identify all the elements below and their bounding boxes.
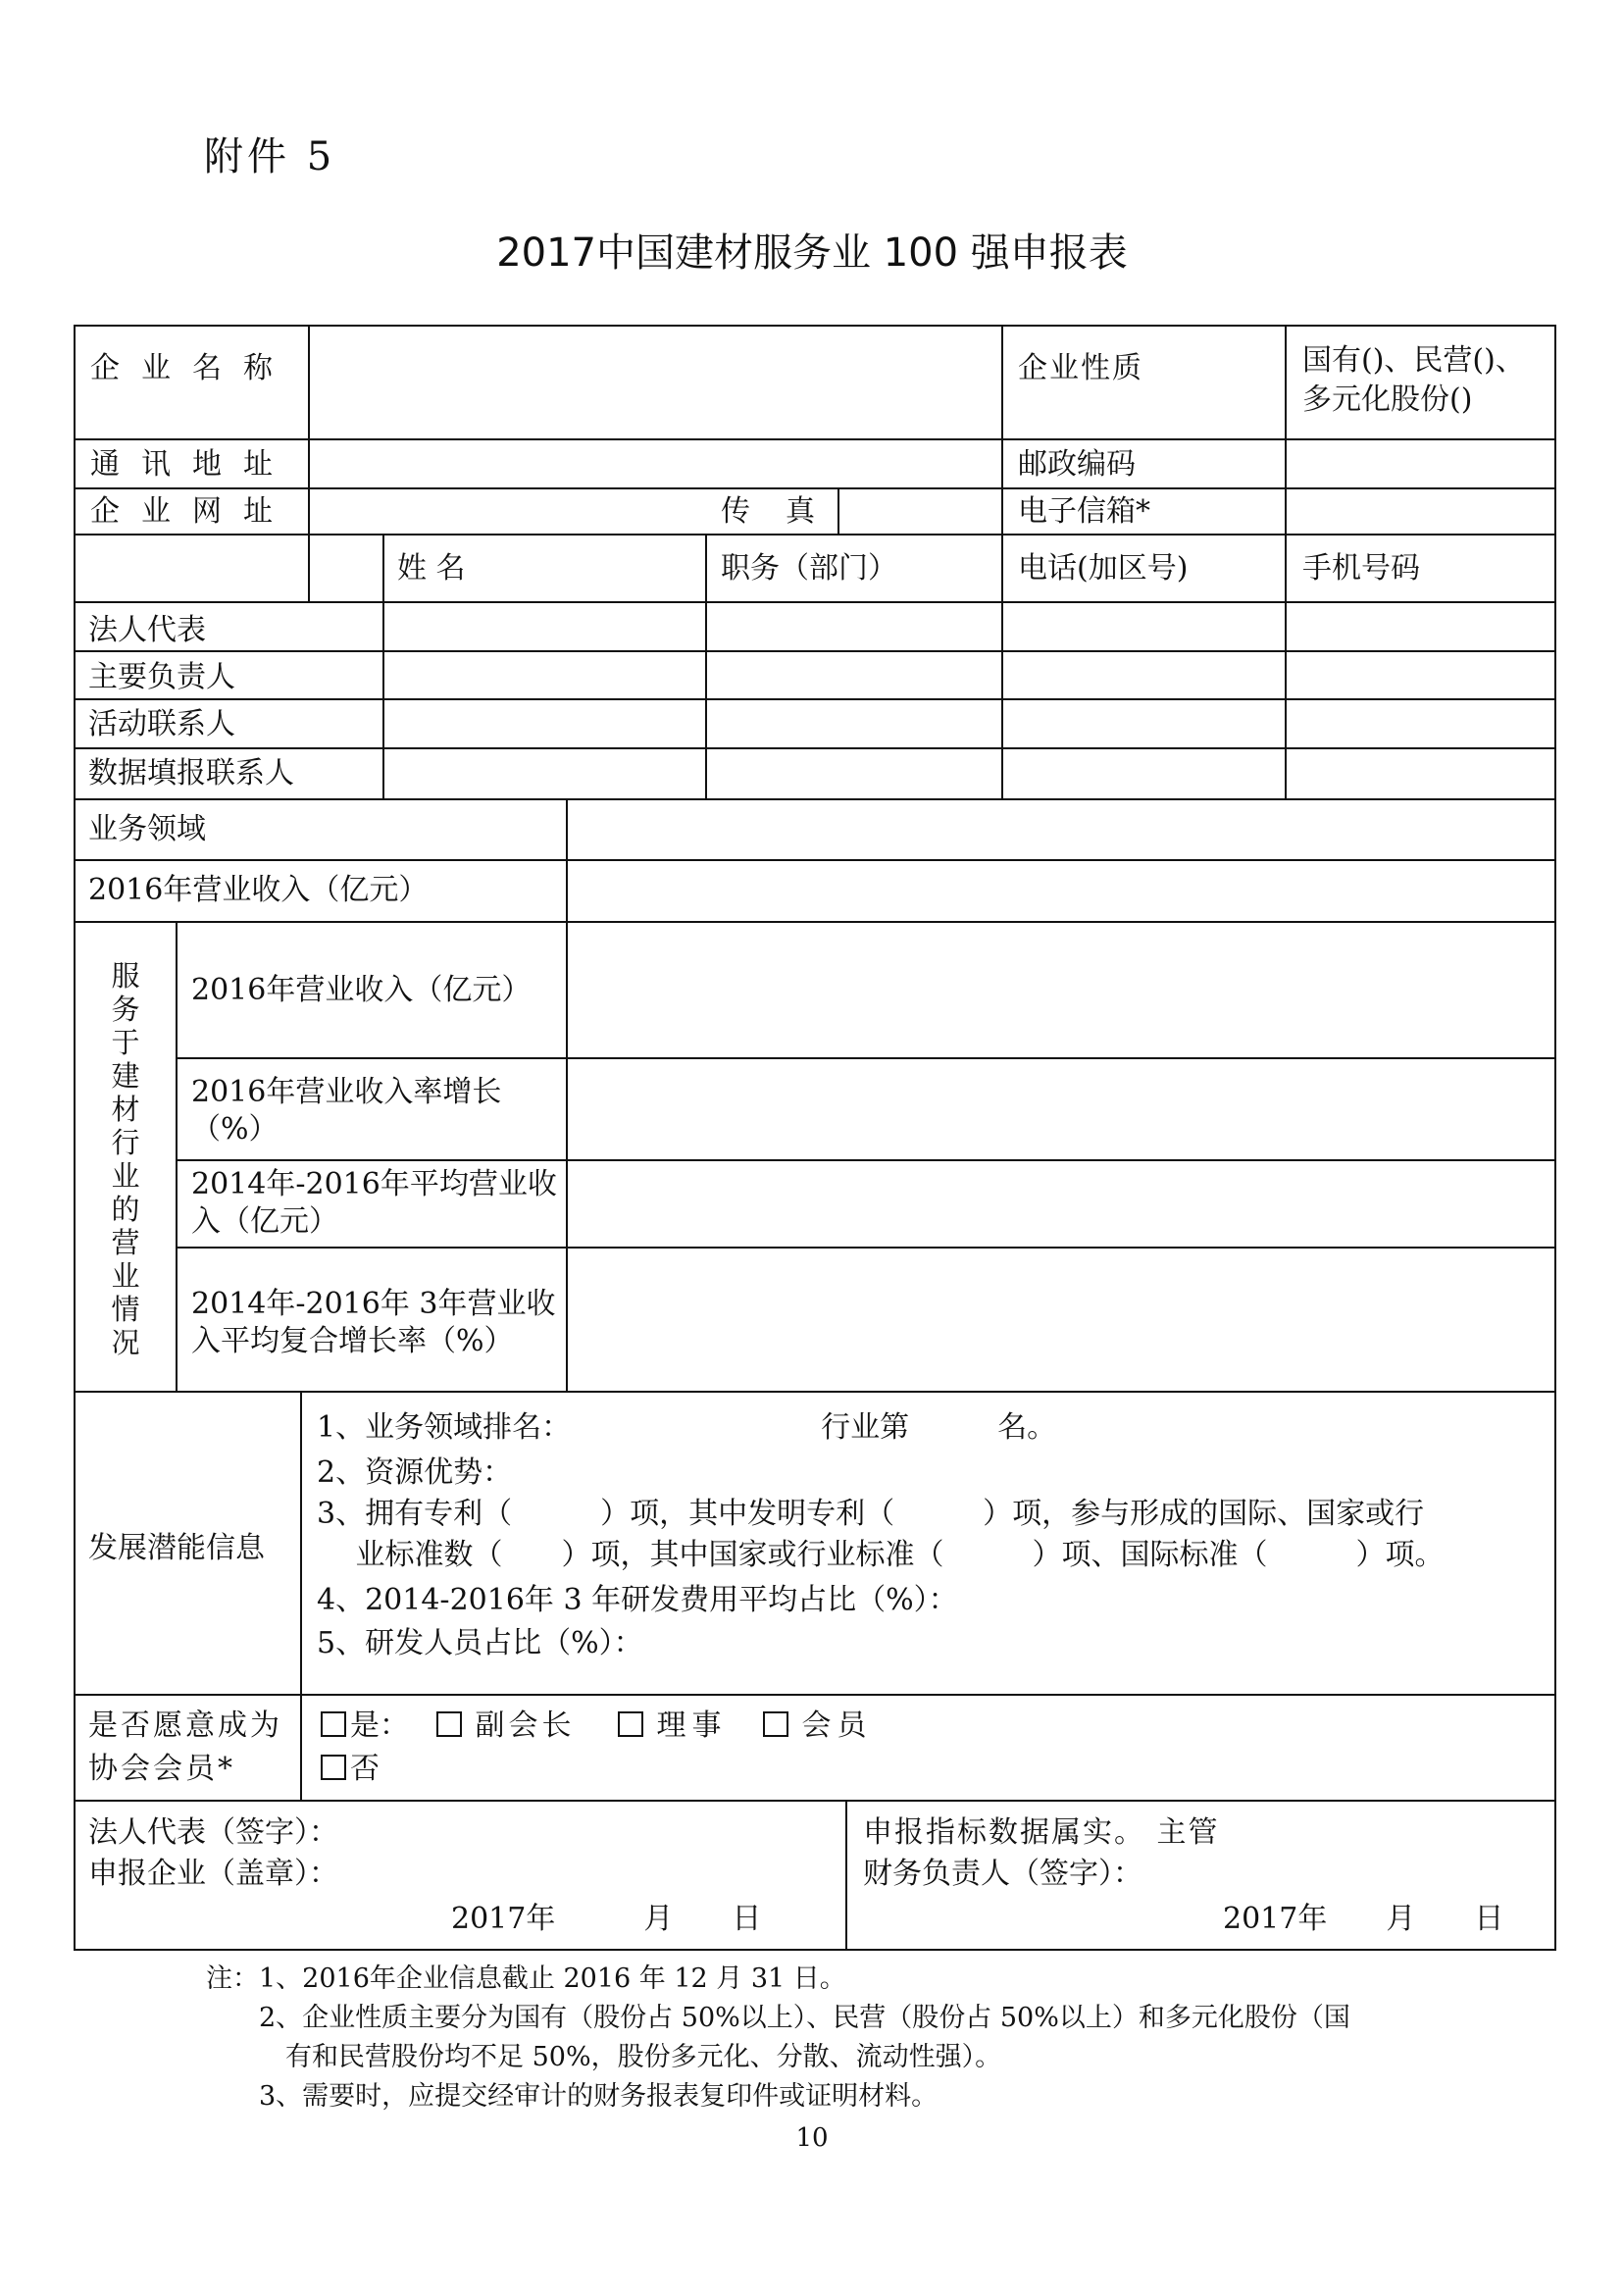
member-label: 会员 — [801, 1708, 873, 1743]
member-yes-option[interactable] — [321, 1708, 409, 1745]
enterprise-name-label: 企业名称 — [90, 351, 294, 385]
member-label-line2: 协会会员* — [88, 1752, 235, 1786]
nature-options-line2: 多元化股份() — [1302, 382, 1473, 417]
member-no-label: 否 — [350, 1752, 380, 1786]
enterprise-nature-label: 企业性质 — [1018, 351, 1143, 385]
member-no-option[interactable] — [321, 1751, 380, 1788]
member-yes-label: 是： — [350, 1708, 409, 1743]
note-2-cont: 有和民营股份均不足 50%，股份多元化、分散、流动性强）。 — [206, 2042, 1002, 2072]
service-row-3-line1: 2014年-2016年平均营业收 — [191, 1167, 557, 1201]
vice-president-label: 副会长 — [475, 1708, 576, 1743]
footnotes — [206, 1960, 1350, 2116]
member-no-checkbox[interactable] — [321, 1755, 346, 1780]
company-seal-label: 申报企业（盖章）： — [88, 1857, 338, 1891]
service-row-2-line2: （%） — [191, 1112, 279, 1147]
potential-item-3-cont: 业标准数（ ）项，其中国家或行业标准（ ）项、国际标准（ ）项。 — [317, 1538, 1445, 1572]
service-row-4-line2: 入平均复合增长率（%） — [191, 1324, 514, 1358]
director-label: 理事 — [656, 1708, 728, 1743]
potential-item-4: 4、2014-2016年 3 年研发费用平均占比（%）： — [317, 1583, 958, 1617]
contact-phone-header: 电话(加区号) — [1018, 551, 1189, 586]
member-member-option[interactable] — [763, 1708, 873, 1745]
email-label: 电子信箱* — [1018, 494, 1150, 529]
attachment-label: 附件 5 — [204, 134, 336, 179]
service-row-1-line1: 2016年营业收入（亿元） — [191, 973, 532, 1007]
member-label-line1: 是否愿意成为 — [88, 1708, 282, 1743]
form-title: 2017中国建材服务业 100 强申报表 — [496, 230, 1128, 276]
service-group-label: 服务于建材行业的营业情况 — [111, 959, 140, 1359]
note-1: 注：1、2016年企业信息截止 2016 年 12 月 31 日。 — [206, 1963, 846, 1994]
service-row-4-line1: 2014年-2016年 3年营业收 — [191, 1287, 556, 1321]
role-data-contact: 数据填报联系人 — [88, 756, 294, 790]
service-row-2-line1: 2016年营业收入率增长 — [191, 1075, 502, 1109]
potential-item-1: 1、业务领域排名： 行业第 名。 — [317, 1410, 1057, 1445]
website-label: 企业网址 — [90, 494, 294, 529]
date-right: 2017年 月 日 — [1223, 1902, 1504, 1936]
note-2: 2、企业性质主要分为国有（股份占 50%以上）、民营（股份占 50%以上）和多元化股份（国 — [206, 2003, 1350, 2033]
revenue-2016-label: 2016年营业收入（亿元） — [88, 873, 429, 907]
contact-name-header: 姓 名 — [397, 551, 466, 586]
postcode-label: 邮政编码 — [1018, 447, 1136, 482]
date-left: 2017年 月 日 — [451, 1902, 762, 1936]
note-3: 3、需要时，应提交经审计的财务报表复印件或证明材料。 — [206, 2081, 939, 2112]
page-number: 10 — [795, 2123, 829, 2153]
fax-label: 传真 — [721, 494, 850, 529]
role-main-responsible: 主要负责人 — [88, 660, 235, 694]
member-checkbox[interactable] — [763, 1711, 788, 1737]
vice-president-checkbox[interactable] — [436, 1711, 462, 1737]
potential-label: 发展潜能信息 — [88, 1531, 265, 1565]
declaration-line2: 财务负责人（签字）： — [863, 1857, 1142, 1891]
nature-options-line1: 国有()、民营()、 — [1302, 343, 1525, 378]
application-form-table — [74, 325, 1556, 1951]
director-checkbox[interactable] — [618, 1711, 643, 1737]
address-label: 通讯地址 — [90, 447, 294, 482]
contact-mobile-header: 手机号码 — [1302, 551, 1420, 586]
potential-item-3: 3、拥有专利（ ）项，其中发明专利（ ）项，参与形成的国际、国家或行 — [317, 1497, 1425, 1531]
member-vice-president-option[interactable] — [436, 1708, 576, 1745]
business-field-label: 业务领域 — [88, 812, 206, 846]
potential-item-5: 5、研发人员占比（%）： — [317, 1626, 643, 1660]
potential-item-2: 2、资源优势： — [317, 1455, 513, 1490]
service-row-3-line2: 入（亿元） — [191, 1204, 338, 1239]
role-legal-representative: 法人代表 — [88, 613, 206, 647]
member-director-option[interactable] — [618, 1708, 728, 1745]
legal-sign-label: 法人代表（签字）： — [88, 1815, 338, 1850]
member-yes-checkbox[interactable] — [321, 1711, 346, 1737]
declaration-line1: 申报指标数据属实。 主管 — [863, 1815, 1220, 1850]
role-activity-contact: 活动联系人 — [88, 707, 235, 741]
contact-position-header: 职务（部门） — [721, 551, 897, 586]
